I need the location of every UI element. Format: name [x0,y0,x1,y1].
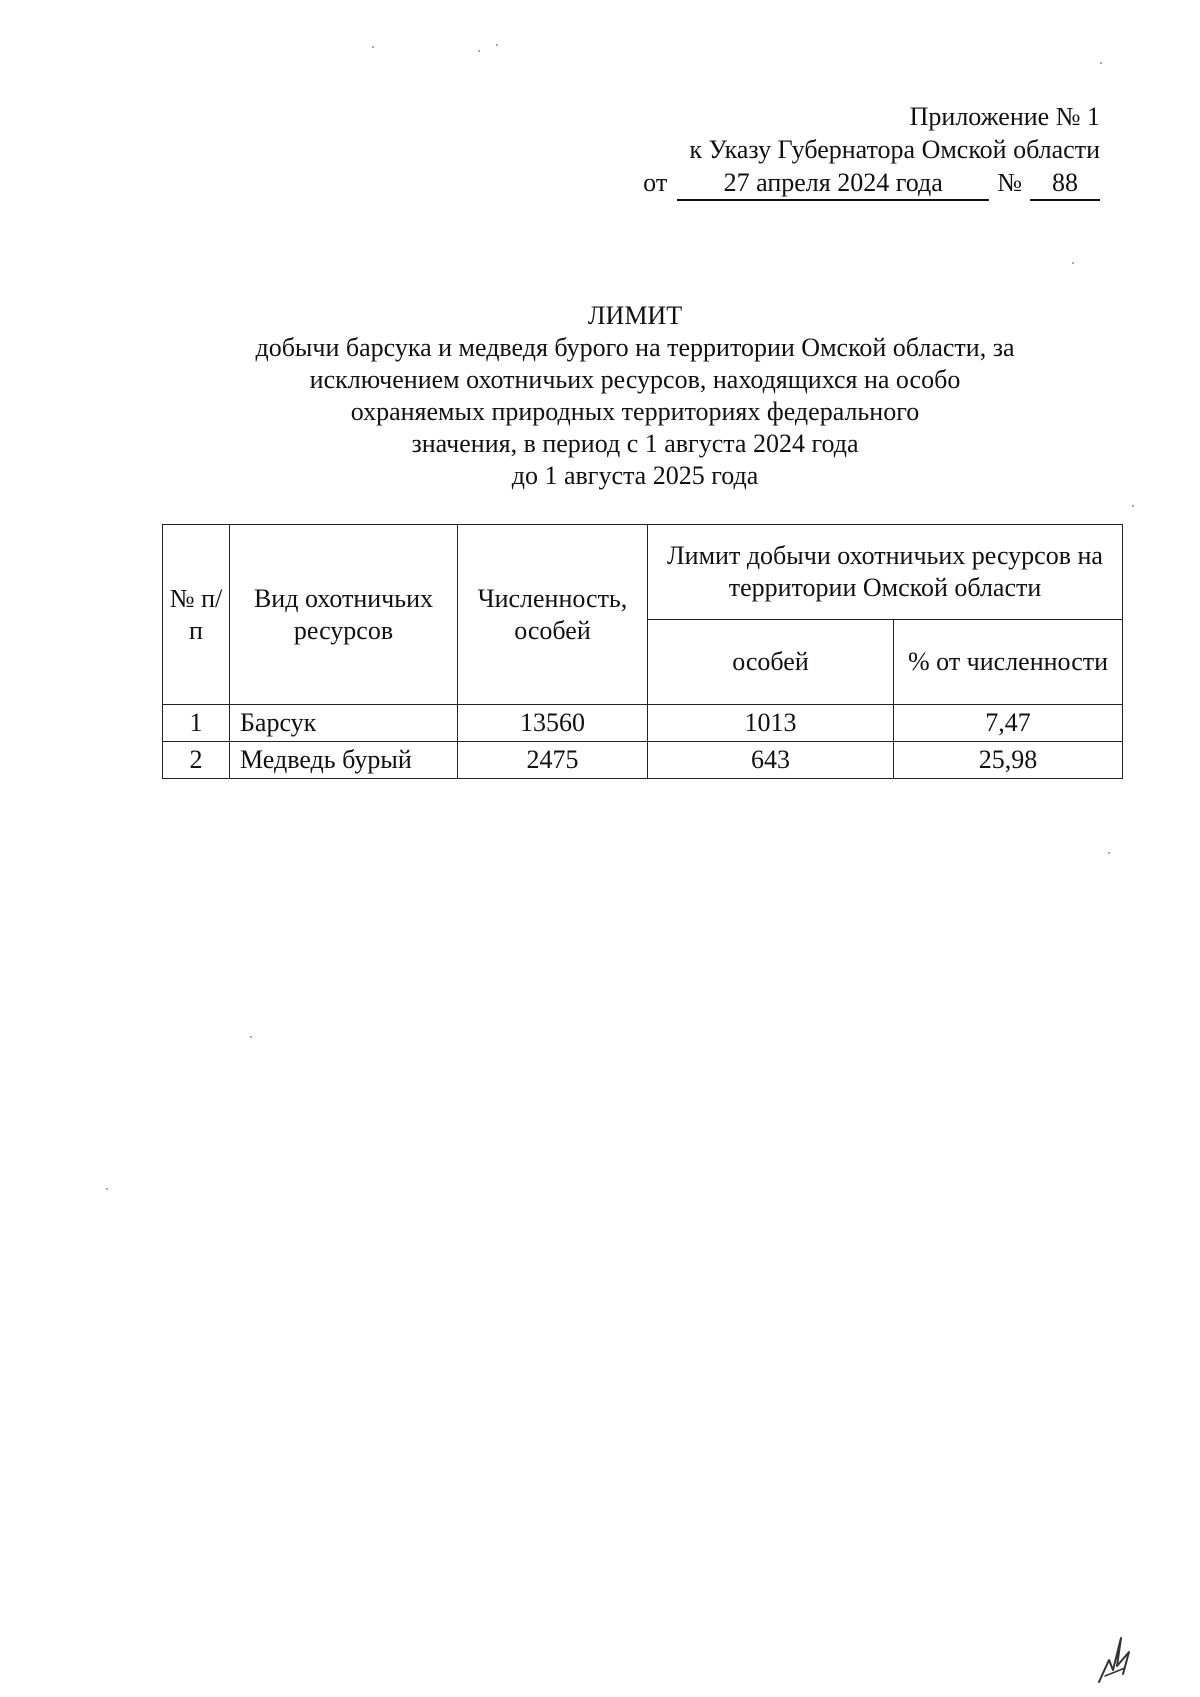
scan-speck [478,50,480,52]
annex-date-line [643,166,1100,201]
number-label: № [997,168,1022,197]
decree-number: 88 [1030,166,1100,201]
header-limit-count: особей [648,620,894,705]
annex-block [643,100,1100,201]
cell-species: Медведь бурый [230,742,458,779]
signature-mark [1095,1630,1135,1685]
scan-speck [496,44,498,46]
annex-line-1: Приложение № 1 [909,102,1100,131]
cell-limit-percent: 25,98 [894,742,1123,779]
header-population: Численность, особей [458,525,648,705]
limits-table [162,524,1123,779]
scan-speck [372,46,374,48]
header-species: Вид охотничьих ресурсов [230,525,458,705]
document-title: ЛИМИТ [587,301,683,330]
cell-species: Барсук [230,705,458,742]
header-limit-percent: % от численности [894,620,1123,705]
cell-num: 2 [163,742,230,779]
cell-population: 13560 [458,705,648,742]
subtitle-line: исключением охотничьих ресурсов, находящихся на особо [309,365,961,394]
cell-num: 1 [163,705,230,742]
scan-speck [1072,262,1074,264]
header-num: № п/п [163,525,230,705]
table-row [163,705,1123,742]
scan-speck [1132,505,1134,507]
table-row [163,742,1123,779]
decree-date: 27 апреля 2024 года [677,166,989,201]
cell-limit-count: 1013 [648,705,894,742]
scan-speck [1108,852,1110,854]
scan-speck [1100,62,1102,64]
cell-population: 2475 [458,742,648,779]
cell-limit-count: 643 [648,742,894,779]
from-label: от [643,168,668,197]
annex-line-2: к Указу Губернатора Омской области [689,135,1100,164]
scan-speck [106,1188,108,1190]
subtitle-line: охраняемых природных территориях федерального [350,397,920,426]
subtitle-line: добычи барсука и медведя бурого на территории Омской области, за [255,333,1015,362]
document-heading [0,300,1200,492]
subtitle-line: значения, в период с 1 августа 2024 года [411,429,859,458]
scan-speck [250,1036,252,1038]
header-limit-group: Лимит добычи охотничьих ресурсов на территории Омской области [648,525,1123,620]
subtitle-line: до 1 августа 2025 года [511,461,759,490]
cell-limit-percent: 7,47 [894,705,1123,742]
